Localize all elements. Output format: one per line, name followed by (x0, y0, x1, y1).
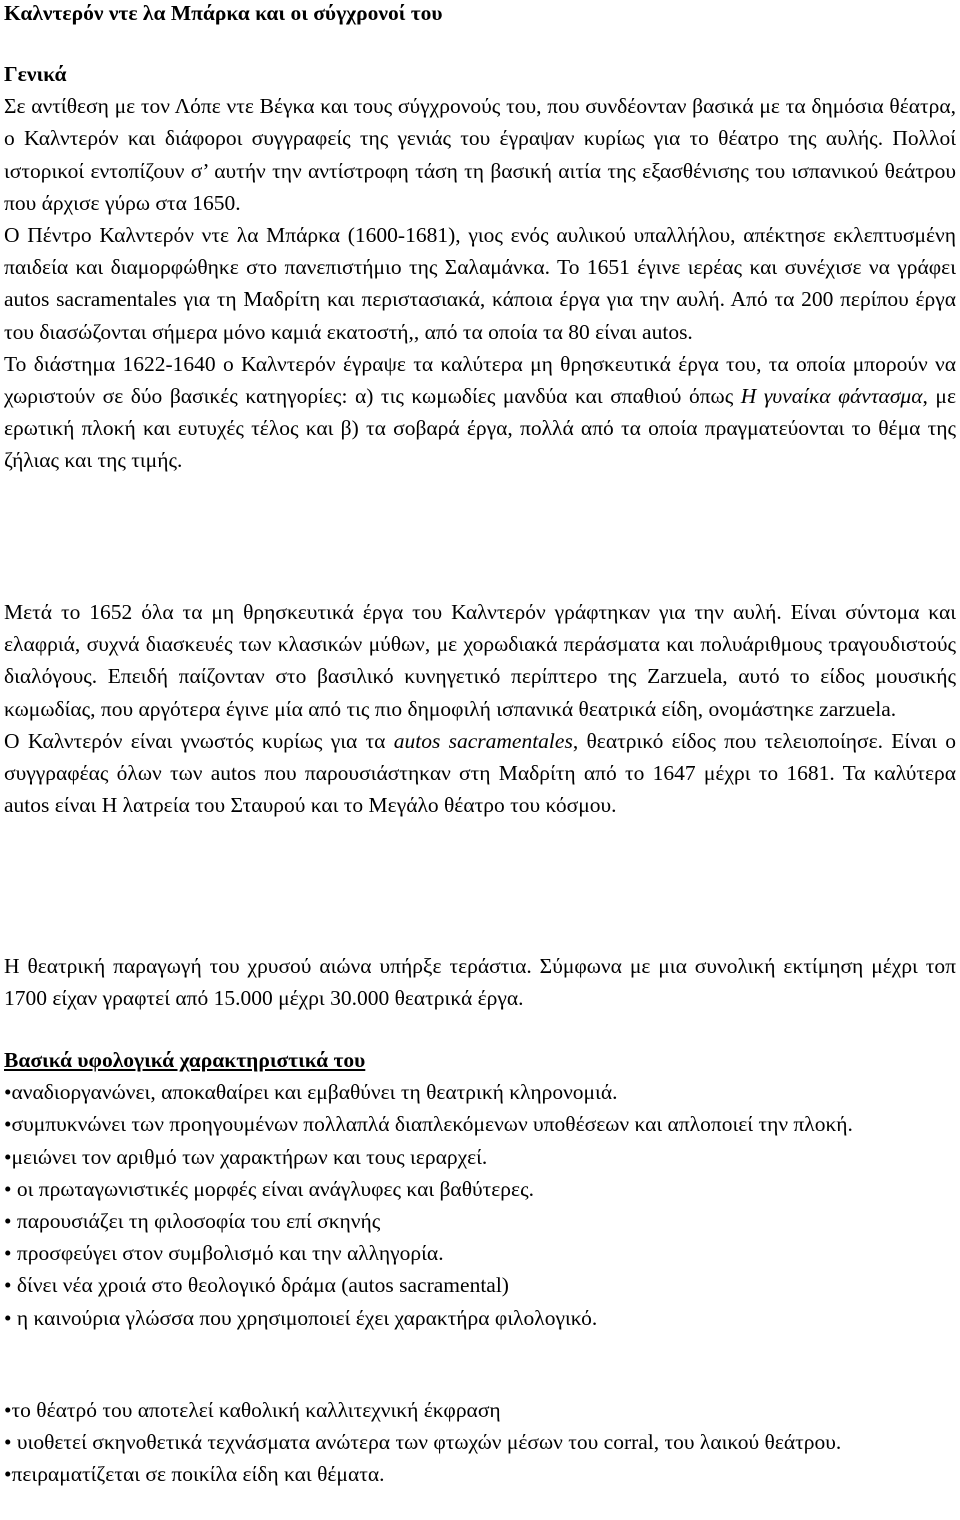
paragraph (4, 348, 956, 477)
list-item: •μειώνει τον αριθμό των χαρακτήρων και τους ιεραρχεί. (4, 1144, 488, 1169)
section-heading-style: Βασικά υφολογικά χαρακτηριστικά του (4, 1048, 366, 1072)
paragraph: Σε αντίθεση με τον Λόπε ντε Βέγκα και τους σύγχρονούς του, που συνδέονταν βασικά με τα δημόσια θέατρα, ο Καλντερόν και διάφοροι συγγραφείς της γενιάς του έγραψαν κυρίως για το θέατρο της αυλής. Πολλοί ιστορικοί εντοπίζουν σ’ αυτήν την αντίστροφη τάση τη βασική αιτία της εξασθένισης του ισπανικού θεάτρου που άρχισε γύρω στα 1650. (4, 94, 956, 215)
section-general (4, 58, 956, 477)
list-item: • υιοθετεί σκηνοθετικά τεχνάσματα ανώτερα των φτωχών μέσων του corral, του λαικού θεάτρου. (4, 1430, 842, 1455)
paragraph (4, 725, 956, 822)
section-style (4, 1044, 956, 1334)
paragraph: Μετά το 1652 όλα τα μη θρησκευτικά έργα του Καλντερόν γράφτηκαν για την αυλή. Είναι σύντομα και ελαφριά, συχνά διασκευές των κλασικών μύθων, με χορωδιακά περάσματα και πολυάριθμους τραγουδιστούς διαλόγους. Επειδή παίζονταν στο βασιλικό κυνηγετικό περίπτερο της Zarzuela, αυτό το είδος μουσικής κωμωδίας, που αργότερα έγινε μία από τις πιο δημοφιλή ισπανικά θεατρικά είδη, ονομάστηκε zarzuela. (4, 600, 956, 721)
list-item: •συμπυκνώνει των προηγουμένων πολλαπλά διαπλεκόμενων υποθέσεων και απλοποιεί την πλοκή. (4, 1112, 853, 1137)
list-item: • παρουσιάζει τη φιλοσοφία του επί σκηνής (4, 1209, 381, 1234)
list-item: •αναδιοργανώνει, αποκαθαίρει και εμβαθύνει τη θεατρική κληρονομιά. (4, 1080, 618, 1105)
list-item: •το θέατρό του αποτελεί καθολική καλλιτεχνική έκφραση (4, 1398, 501, 1422)
section-production (4, 950, 956, 1014)
list-item: • δίνει νέα χροιά στο θεολογικό δράμα (autos sacramental) (4, 1273, 509, 1298)
paragraph: Η θεατρική παραγωγή του χρυσού αιώνα υπήρξε τεράστια. Σύμφωνα με μια συνολική εκτίμηση μέχρι τοπ 1700 είχαν γραφτεί από 15.000 μέχρι 30.000 θεατρικά έργα. (4, 954, 956, 1011)
paragraph-text: Ο Καλντερόν είναι γνωστός κυρίως για τα (4, 728, 394, 753)
paragraph-text: , θεατρικό είδος που τελειοποίησε. Είναι ο συγγραφέας όλων των autos που παρουσιάστηκαν στη Μαδρίτη από το 1647 μέχρι το 1681. Τα καλύτερα autos είναι Η λατρεία του Σταυρού και το Μεγάλο θέατρο του κόσμου. (4, 728, 956, 818)
section-style-more (4, 1394, 956, 1491)
list-item: • η καινούρια γλώσσα που χρησιμοποιεί έχει χαρακτήρα φιλολογικό. (4, 1305, 598, 1330)
work-title-italic: Η γυναίκα φάντασμα (740, 384, 923, 409)
section-heading-general: Γενικά (4, 62, 67, 86)
paragraph-text: Το διάστημα 1622-1640 ο Καλντερόν έγραψε τα καλύτερα μη θρησκευτικά έργα του, τα οποία μπορούν να χωριστούν σε δύο βασικές κατηγορίες: α) τις κωμωδίες μανδύα και σπαθιού όπως (4, 351, 956, 409)
paragraph: Ο Πέντρο Καλντερόν ντε λα Μπάρκα (1600-1681), γιος ενός αυλικού υπαλλήλου, απέκτησε εκλεπτυσμένη παιδεία και διαμορφώθηκε στο πανεπιστήμιο της Σαλαμάνκα. Το 1651 έγινε ιερέας και συνέχισε να γράφει autos sacramentales για τη Μαδρίτη και περιστασιακά, κάποια έργα για την αυλή. Από τα 200 περίπου έργα του διασώζονται σήμερα μόνο καμιά εκατοστή,, από τα οποία τα 80 είναι autos. (4, 223, 956, 344)
paragraph-text: , με ερωτική πλοκή και ευτυχές τέλος και β) τα σοβαρά έργα, πολλά από τα οποία πραγματεύονται το θέμα της ζήλιας και της τιμής. (4, 384, 956, 473)
genre-italic: autos sacramentales (393, 728, 573, 753)
list-item: • οι πρωταγωνιστικές μορφές είναι ανάγλυφες και βαθύτερες. (4, 1176, 534, 1201)
list-item: •πειραματίζεται σε ποικίλα είδη και θέματα. (4, 1462, 385, 1487)
list-item: • προσφεύγει στον συμβολισμό και την αλληγορία. (4, 1241, 444, 1266)
document-title: Καλντερόν ντε λα Μπάρκα και οι σύγχρονοί του (4, 1, 443, 25)
section-court (4, 596, 956, 821)
